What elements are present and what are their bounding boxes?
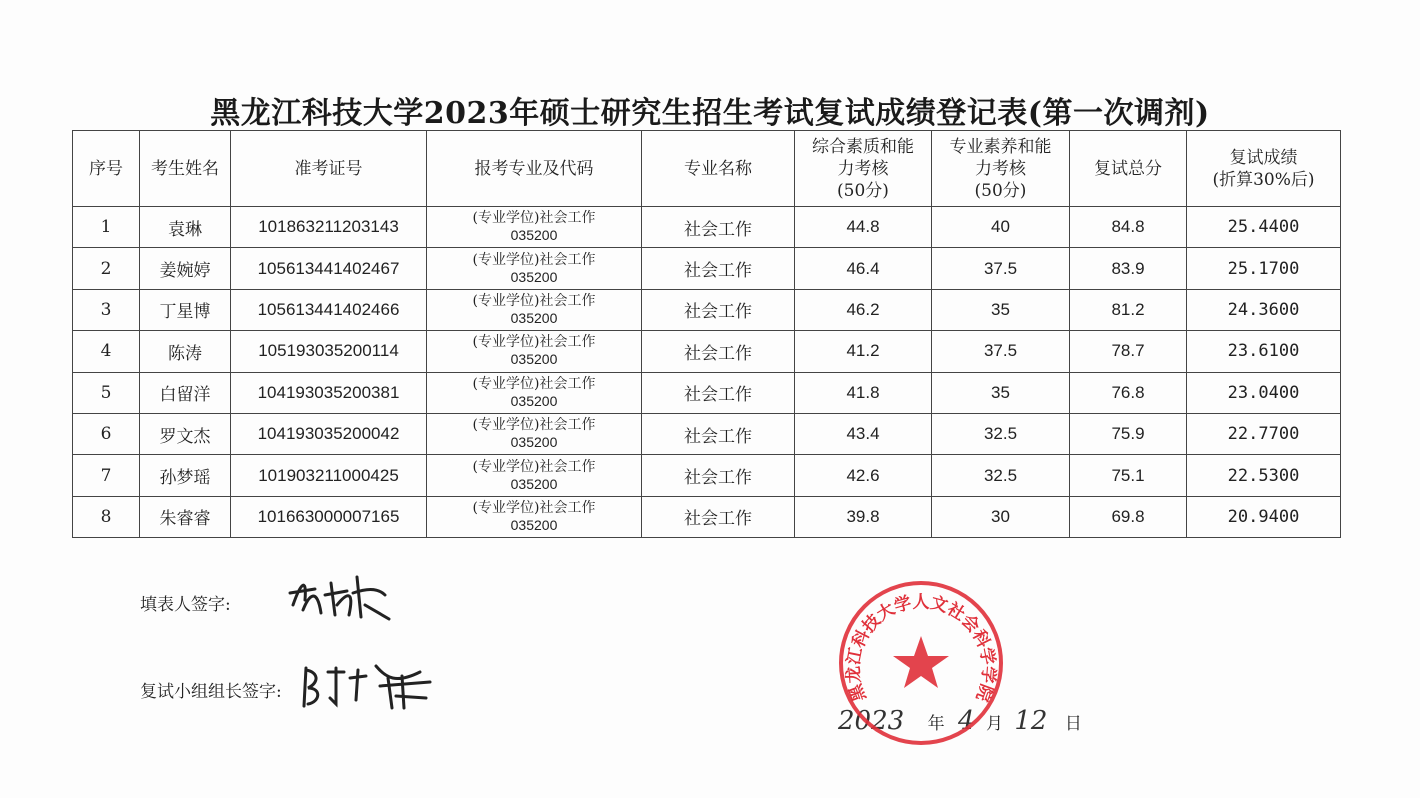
header-total: 复试总分 [1070,131,1187,207]
filler-signature-label: 填表人签字: [140,595,231,615]
cell-comprehensive: 41.2 [795,331,932,372]
cell-seq: 3 [73,289,140,330]
date-month-unit: 月 [985,714,1003,734]
table-row [73,413,1341,454]
cell-professional: 32.5 [932,413,1070,454]
cell-professional: 35 [932,372,1070,413]
cell-major-name: 社会工作 [642,496,795,537]
cell-exam-id: 104193035200042 [231,413,427,454]
cell-professional: 30 [932,496,1070,537]
cell-major-name: 社会工作 [642,289,795,330]
cell-score: 23.0400 [1187,372,1341,413]
cell-score: 23.6100 [1187,331,1341,372]
date-day-unit: 日 [1064,714,1082,734]
cell-score: 25.4400 [1187,207,1341,248]
cell-seq: 4 [73,331,140,372]
cell-major-code: (专业学位)社会工作 035200 [427,372,642,413]
header-comprehensive: 综合素质和能 力考核 (50分) [795,131,932,207]
header-professional: 专业素养和能 力考核 (50分) [932,131,1070,207]
date-year: 2023 [838,706,905,736]
cell-total: 84.8 [1070,207,1187,248]
date-day: 12 [1014,706,1048,736]
header-name: 考生姓名 [140,131,231,207]
cell-seq: 6 [73,413,140,454]
table-row [73,331,1341,372]
cell-major-name: 社会工作 [642,372,795,413]
header-major-name: 专业名称 [642,131,795,207]
table-row [73,496,1341,537]
cell-name: 袁琳 [140,207,231,248]
cell-name: 姜婉婷 [140,248,231,289]
cell-exam-id: 101863211203143 [231,207,427,248]
cell-total: 76.8 [1070,372,1187,413]
cell-major-code: (专业学位)社会工作 035200 [427,413,642,454]
cell-seq: 5 [73,372,140,413]
cell-professional: 32.5 [932,455,1070,496]
cell-total: 69.8 [1070,496,1187,537]
cell-professional: 40 [932,207,1070,248]
cell-comprehensive: 43.4 [795,413,932,454]
cell-comprehensive: 41.8 [795,372,932,413]
header-score: 复试成绩 (折算30%后) [1187,131,1341,207]
cell-professional: 37.5 [932,331,1070,372]
table-row [73,248,1341,289]
cell-seq: 8 [73,496,140,537]
cell-major-code: (专业学位)社会工作 035200 [427,331,642,372]
table-row [73,207,1341,248]
seal-star-icon [893,636,949,688]
cell-score: 25.1700 [1187,248,1341,289]
header-seq: 序号 [73,131,140,207]
cell-major-code: (专业学位)社会工作 035200 [427,455,642,496]
document-title: 黑龙江科技大学2023年硕士研究生招生考试复试成绩登记表(第一次调剂) [210,96,1210,131]
cell-major-name: 社会工作 [642,413,795,454]
table-row [73,455,1341,496]
cell-major-name: 社会工作 [642,248,795,289]
cell-seq: 2 [73,248,140,289]
table-header-row [73,131,1341,207]
cell-name: 朱睿睿 [140,496,231,537]
cell-comprehensive: 46.2 [795,289,932,330]
table-body [73,207,1341,538]
date-month: 4 [957,706,975,736]
cell-exam-id: 101903211000425 [231,455,427,496]
cell-major-name: 社会工作 [642,207,795,248]
cell-exam-id: 105613441402466 [231,289,427,330]
cell-score: 20.9400 [1187,496,1341,537]
table-row [73,289,1341,330]
cell-name: 丁星博 [140,289,231,330]
date-year-unit: 年 [927,714,945,734]
official-seal [836,578,1006,748]
cell-exam-id: 104193035200381 [231,372,427,413]
cell-professional: 35 [932,289,1070,330]
table-row [73,372,1341,413]
cell-comprehensive: 42.6 [795,455,932,496]
cell-exam-id: 105193035200114 [231,331,427,372]
cell-major-code: (专业学位)社会工作 035200 [427,207,642,248]
leader-signature-label: 复试小组组长签字: [140,682,282,702]
header-major-code: 报考专业及代码 [427,131,642,207]
cell-score: 22.7700 [1187,413,1341,454]
cell-professional: 37.5 [932,248,1070,289]
cell-major-name: 社会工作 [642,331,795,372]
cell-comprehensive: 44.8 [795,207,932,248]
seal-text: 黑龙江科技大学人文社会科学学院 [843,592,999,705]
cell-seq: 7 [73,455,140,496]
cell-exam-id: 101663000007165 [231,496,427,537]
cell-name: 陈涛 [140,331,231,372]
cell-major-code: (专业学位)社会工作 035200 [427,289,642,330]
filler-signature [285,565,405,625]
cell-score: 24.3600 [1187,289,1341,330]
cell-total: 75.1 [1070,455,1187,496]
cell-total: 83.9 [1070,248,1187,289]
score-table [72,130,1341,538]
cell-name: 白留洋 [140,372,231,413]
cell-major-name: 社会工作 [642,455,795,496]
cell-major-code: (专业学位)社会工作 035200 [427,496,642,537]
header-exam-id: 准考证号 [231,131,427,207]
cell-name: 孙梦瑶 [140,455,231,496]
cell-name: 罗文杰 [140,413,231,454]
cell-major-code: (专业学位)社会工作 035200 [427,248,642,289]
leader-signature [300,658,440,713]
cell-total: 81.2 [1070,289,1187,330]
cell-total: 75.9 [1070,413,1187,454]
cell-seq: 1 [73,207,140,248]
cell-total: 78.7 [1070,331,1187,372]
cell-comprehensive: 39.8 [795,496,932,537]
cell-exam-id: 105613441402467 [231,248,427,289]
cell-score: 22.5300 [1187,455,1341,496]
cell-comprehensive: 46.4 [795,248,932,289]
